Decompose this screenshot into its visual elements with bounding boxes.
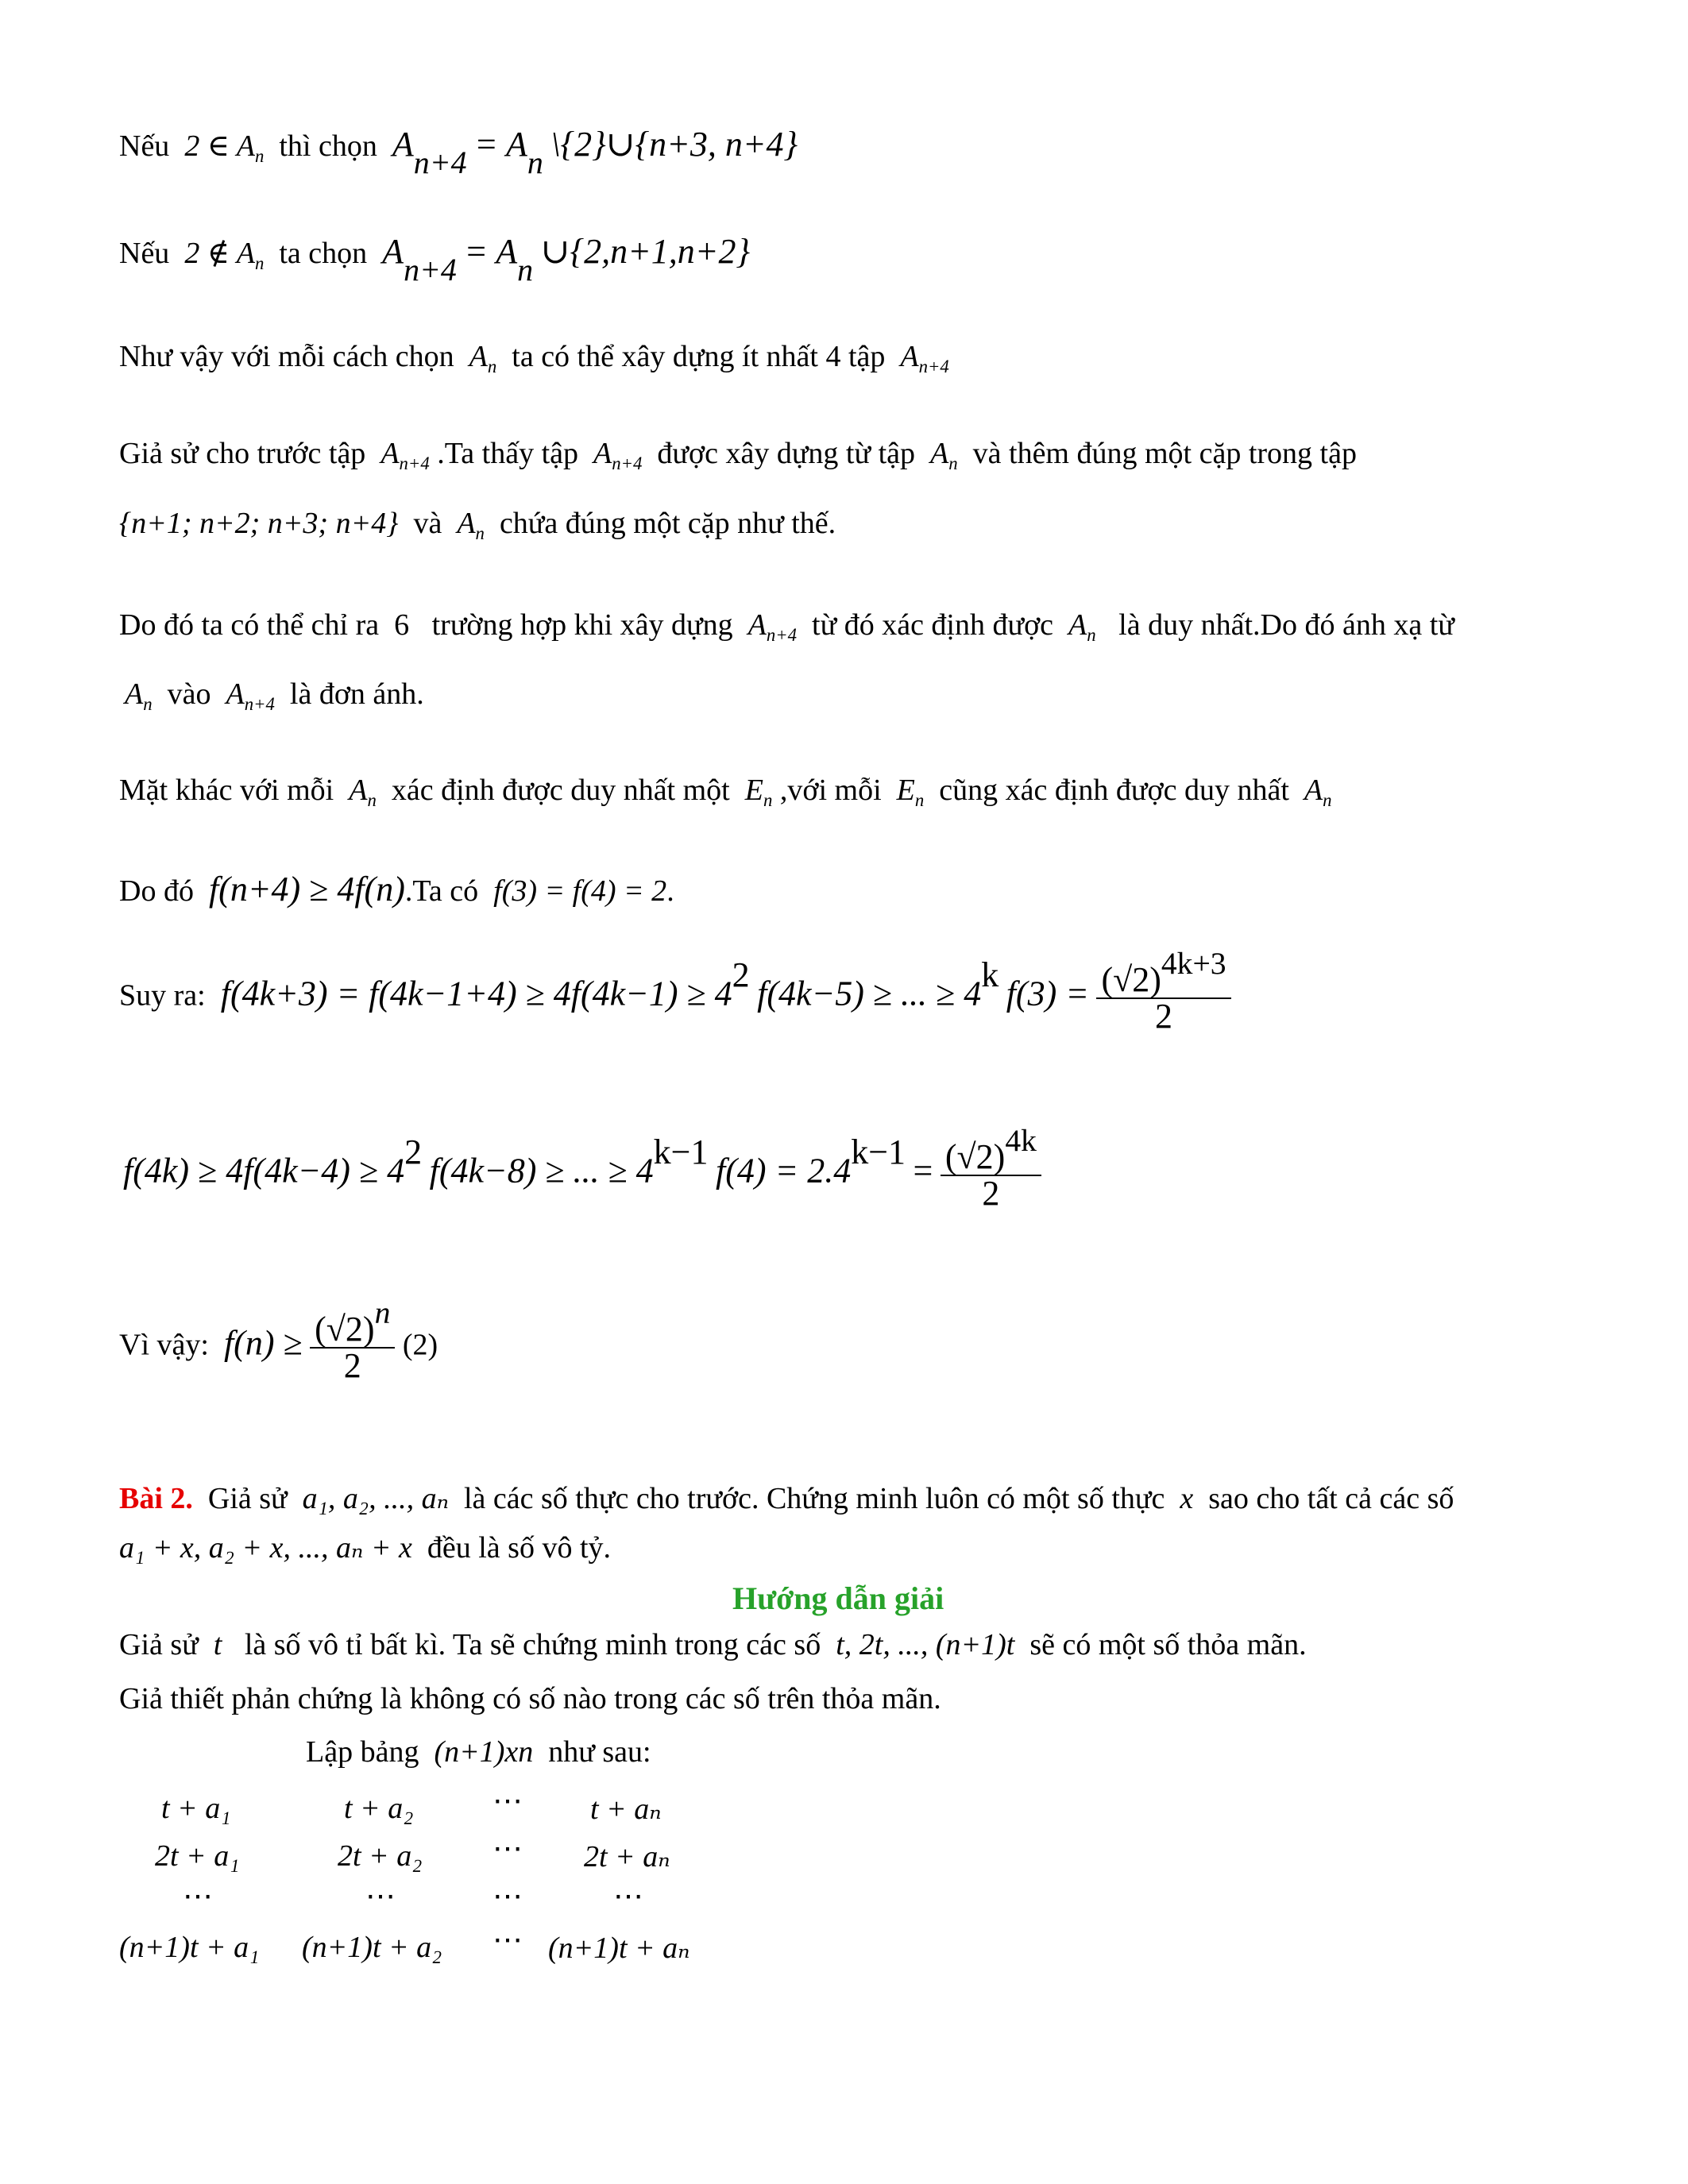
fraction-sqrt2-4k: $\frac{(√2)4k}{2}$ — [941, 1140, 1041, 1211]
table-cell: 2t + a₂ — [338, 1839, 423, 1873]
line-case-2-notin-An: Nếu 2 ∉ $A_n$ ta chọn An+4 = An ∪{2,n+1,n+2} — [119, 232, 751, 287]
table-cell: t + a₁ — [161, 1792, 231, 1825]
solution-line-1: Giả sử t là số vô tỉ bất kì. Ta sẽ chứng minh trong các số t, 2t, ..., (n+1)t sẽ có một số thỏa mãn. — [119, 1628, 1307, 1661]
line-case-2-in-An: Nếu 2 ∈ $A_n$ thì chọn An+4 = An \{2}∪{n+3, n+4} — [119, 125, 798, 180]
line-6-cases: Do đó ta có thể chỉ ra 6 trường hợp khi xây dựng $A_{n+4}$ từ đó xác định được $A_n$ là duy nhất.Do đó ánh xạ từ — [119, 608, 1454, 645]
table-cell: (n+1)t + aₙ — [548, 1931, 690, 1965]
table-cell: ⋯ — [492, 1924, 523, 1957]
table-cell: 2t + a₁ — [155, 1839, 240, 1873]
fraction-sqrt2-4k3: $\frac{(√2)4k+3}{2}$ — [1096, 963, 1230, 1034]
problem-2-statement-cont: a₁ + x, a₂ + x, ..., aₙ + x đều là số vô tỷ. — [119, 1531, 611, 1565]
fraction-sqrt2-n: $\frac{(√2)n}{2}$ — [310, 1312, 395, 1383]
line-f4k: f(4k) ≥ 4f(4k−4) ≥ 42 f(4k−8) ≥ ... ≥ 4k−1 f(4) = 2.4k−1 = $\frac{(√2)4k}{2}$ — [123, 1140, 1041, 1211]
line-conclusion: Vì vậy: f(n) ≥ $\frac{(√2)n}{2}$ (2) — [119, 1295, 438, 1385]
table-cell: ⋯ — [365, 1880, 396, 1913]
table-cell: t + a₂ — [344, 1792, 414, 1825]
table-cell: (n+1)t + a₁ — [119, 1931, 260, 1964]
solution-line-2: Giả thiết phản chứng là không có số nào trong các số trên thỏa mãn. — [119, 1682, 941, 1715]
table-cell: ⋯ — [492, 1880, 523, 1913]
problem-2-label: Bài 2. — [119, 1482, 193, 1515]
line-recurrence: Do đó f(n+4) ≥ 4f(n).Ta có f(3) = f(4) = 2. — [119, 870, 674, 909]
problem-2-statement: Bài 2. Giả sử a₁, a₂, ..., aₙ là các số thực cho trước. Chứng minh luôn có một số thực x sao cho tất cả các số — [119, 1482, 1454, 1515]
table-cell: ⋯ — [492, 1832, 523, 1866]
line-set-pairs: {n+1; n+2; n+3; n+4} và $A_n$ chứa đúng một cặp như thế. — [119, 507, 836, 543]
line-at-least-4: Như vậy với mỗi cách chọn $A_n$ ta có thể xây dựng ít nhất 4 tập $A_{n+4}$ — [119, 340, 949, 376]
line-unique-En: Mặt khác với mỗi $A_n$ xác định được duy nhất một $E_n$ ,với mỗi $E_n$ cũng xác định được duy nhất $A_n$ — [119, 774, 1332, 810]
table-cell: 2t + aₙ — [584, 1840, 670, 1873]
line-injective: $A_n$ vào $A_{n+4}$ là đơn ánh. — [125, 677, 424, 714]
line-suy-ra: Suy ra: f(4k+3) = f(4k−1+4) ≥ 4f(4k−1) ≥ 42 f(4k−5) ≥ ... ≥ 4k f(3) = $\frac{(√2)4k+3}{2}$ — [119, 963, 1231, 1034]
table-cell: ⋯ — [183, 1880, 213, 1913]
table-cell: t + aₙ — [590, 1792, 662, 1826]
table-cell: ⋯ — [492, 1785, 523, 1818]
solution-line-3: Lập bảng (n+1)xn như sau: — [306, 1735, 651, 1769]
line-suppose-given: Giả sử cho trước tập $A_{n+4}$ .Ta thấy tập $A_{n+4}$ được xây dựng từ tập $A_n$ và thêm đúng một cặp trong tập — [119, 437, 1357, 473]
table-cell: ⋯ — [613, 1880, 643, 1913]
solution-heading: Hướng dẫn giải — [732, 1580, 944, 1616]
table-cell: (n+1)t + a₂ — [302, 1931, 442, 1964]
